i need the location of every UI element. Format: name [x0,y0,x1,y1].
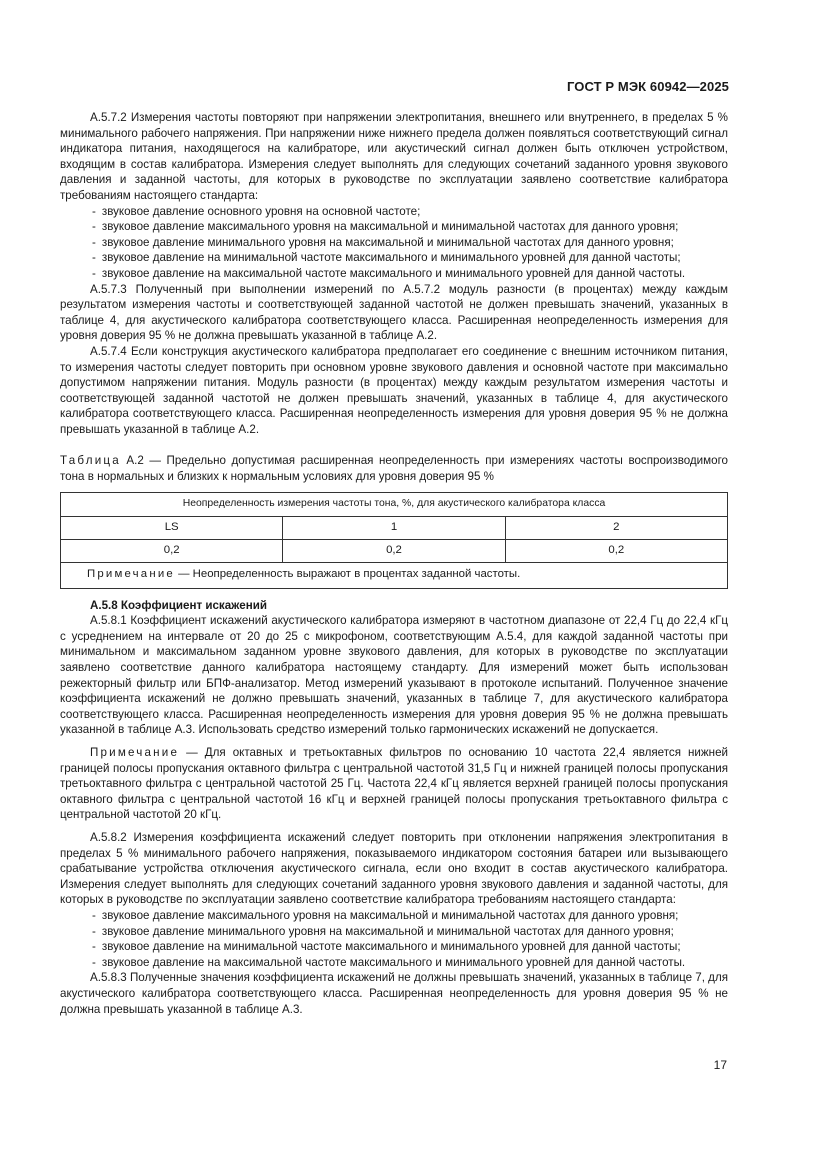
table-class-ls: LS [61,516,283,539]
table-note-label: Примечание [87,568,175,581]
page-body [60,110,728,1017]
note-paragraph [60,745,728,823]
table-header: Неопределенность измерения частоты тона, %, для акустического калибратора класса [61,492,728,516]
condition-list-2 [60,908,728,970]
table-class-1: 1 [283,516,505,539]
section-heading-a58: А.5.8 Коэффициент искажений [90,598,267,612]
list-item: - звуковое давление минимального уровня на максимальной и минимальной частотах для данного уровня; [60,924,728,940]
table-value-ls: 0,2 [61,539,283,562]
document-header: ГОСТ Р МЭК 60942—2025 [566,79,729,94]
paragraph-a581: А.5.8.1 Коэффициент искажений акустического калибратора измеряют в частотном диапазоне от 22,4 Гц до 22,4 кГц с усреднением на интервале от 20 до 25 с микрофоном, соответствующим А.5.4, для каждой заданной частоты при минимальном и максимальном заданном уровне звукового давления, для которых в руководстве по эксплуатации заявлено соответствие данного калибратора настоящему стандарту. Для измерений может быть использован режекторный фильтр или БПФ-анализатор. Метод измерений указывают в протоколе испытаний. Полученное значение коэффициента искажений не должно превышать значений, указанных в таблице 7, для акустического калибратора соответствующего класса. Расширенная неопределенность измерения для уровня доверия 95 % не должна превышать указанной в таблице А.3. Использовать средство измерений только гармонических искажений не допускается. [60,614,728,737]
note-label: Примечание [90,746,180,759]
table-class-2: 2 [505,516,727,539]
paragraph-a582: А.5.8.2 Измерения коэффициента искажений следует повторить при отклонении напряжения электропитания в пределах 5 % минимального рабочего напряжения, показываемого индикатором состояния батареи или вызывающего срабатывание устройства отключения акустического сигнала, если оно входит в состав акустического калибратора. Измерения следует выполнять для следующих сочетаний заданного уровня звукового давления и заданной частоты, для которых в руководстве по эксплуатации заявлено соответствие калибратора требованиям настоящего стандарта: [60,830,728,907]
table-note [61,562,728,588]
uncertainty-table [60,492,728,589]
condition-list-1 [60,204,728,282]
paragraph-a573: А.5.7.3 Полученный при выполнении измерений по А.5.7.2 модуль разности (в процентах) между каждым результатом измерения частоты и соответствующей заданной частотой не должен превышать значений, указанных в таблице 4, для акустического калибратора соответствующего класса. Расширенная неопределенность измерения для уровня доверия 95 % не должна превышать указанной в таблице А.2. [60,282,728,343]
page-number: 17 [713,1058,727,1072]
table-note-text: — Неопределенность выражают в процентах заданной частоты. [174,568,521,581]
list-item: - звуковое давление на минимальной частоте максимального и минимального уровней для данной частоты; [60,939,728,955]
list-item: - звуковое давление минимального уровня на максимальной и минимальной частотах для данного уровня; [60,235,728,251]
list-item: - звуковое давление максимального уровня на максимальной и минимальной частотах для данного уровня; [60,908,728,924]
paragraph-a574: А.5.7.4 Если конструкция акустического калибратора предполагает его соединение с внешним источником питания, то измерения частоты следует повторить при основном уровне звукового давления и основной частоте при максимально допустимом напряжении питания. Модуль разности (в процентах) между каждым результатом измерения частоты и соответствующей заданной частотой не должен превышать значений, указанных в таблице 4, для акустического калибратора соответствующего класса. Расширенная неопределенность измерения для уровня доверия 95 % не должна превышать указанной в таблице А.2. [60,344,728,436]
list-item: - звуковое давление основного уровня на основной частоте; [60,204,728,220]
table-caption-text: А.2 — Предельно допустимая расширенная неопределенность при измерениях частоты воспроизводимого тона в нормальных и близких к нормальным условиях для уровня доверия 95 % [60,454,728,484]
list-item: - звуковое давление на максимальной частоте максимального и минимального уровней для данной частоты. [60,955,728,971]
list-item: - звуковое давление максимального уровня на максимальной и минимальной частотах для данного уровня; [60,219,728,235]
table-value-1: 0,2 [283,539,505,562]
note-text: — Для октавных и третьоктавных фильтров по основанию 10 частота 22,4 является нижней границей полосы пропускания октавного фильтра с центральной частотой 31,5 Гц и нижней границей полосы пропускания третьоктавного фильтра с центральной частотой 25 Гц. Частота 22,4 кГц является верхней границей полосы пропускания октавного фильтра с центральной частотой 16 кГц и верхней границей полосы пропускания третьоктавного фильтра с центральной частотой 20 кГц. [60,746,728,822]
list-item: - звуковое давление на максимальной частоте максимального и минимального уровней для данной частоты. [60,266,728,282]
paragraph-a583: А.5.8.3 Полученные значения коэффициента искажений не должны превышать значений, указанных в таблице 7, для акустического калибратора соответствующего класса. Расширенная неопределенность для уровня доверия 95 % не должна превышать указанной в таблице А.3. [60,971,728,1016]
table-value-2: 0,2 [505,539,727,562]
table-caption [60,453,728,484]
table-caption-label: Таблица [60,454,121,468]
list-item: - звуковое давление на минимальной частоте максимального и минимального уровней для данной частоты; [60,250,728,266]
paragraph-a572: А.5.7.2 Измерения частоты повторяют при напряжении электропитания, внешнего или внутреннего, в пределах 5 % минимального рабочего напряжения. При напряжении ниже нижнего предела должен появляться соответствующий сигнал индикатора питания, находящегося на калибраторе, или акустический сигнал должен быть отключен устройством, входящим в состав калибратора. Измерения следует выполнять для следующих сочетаний заданного уровня звукового давления и заданной частоты, для которых в руководстве по эксплуатации заявлено соответствие калибратора требованиям настоящего стандарта: [60,111,728,202]
